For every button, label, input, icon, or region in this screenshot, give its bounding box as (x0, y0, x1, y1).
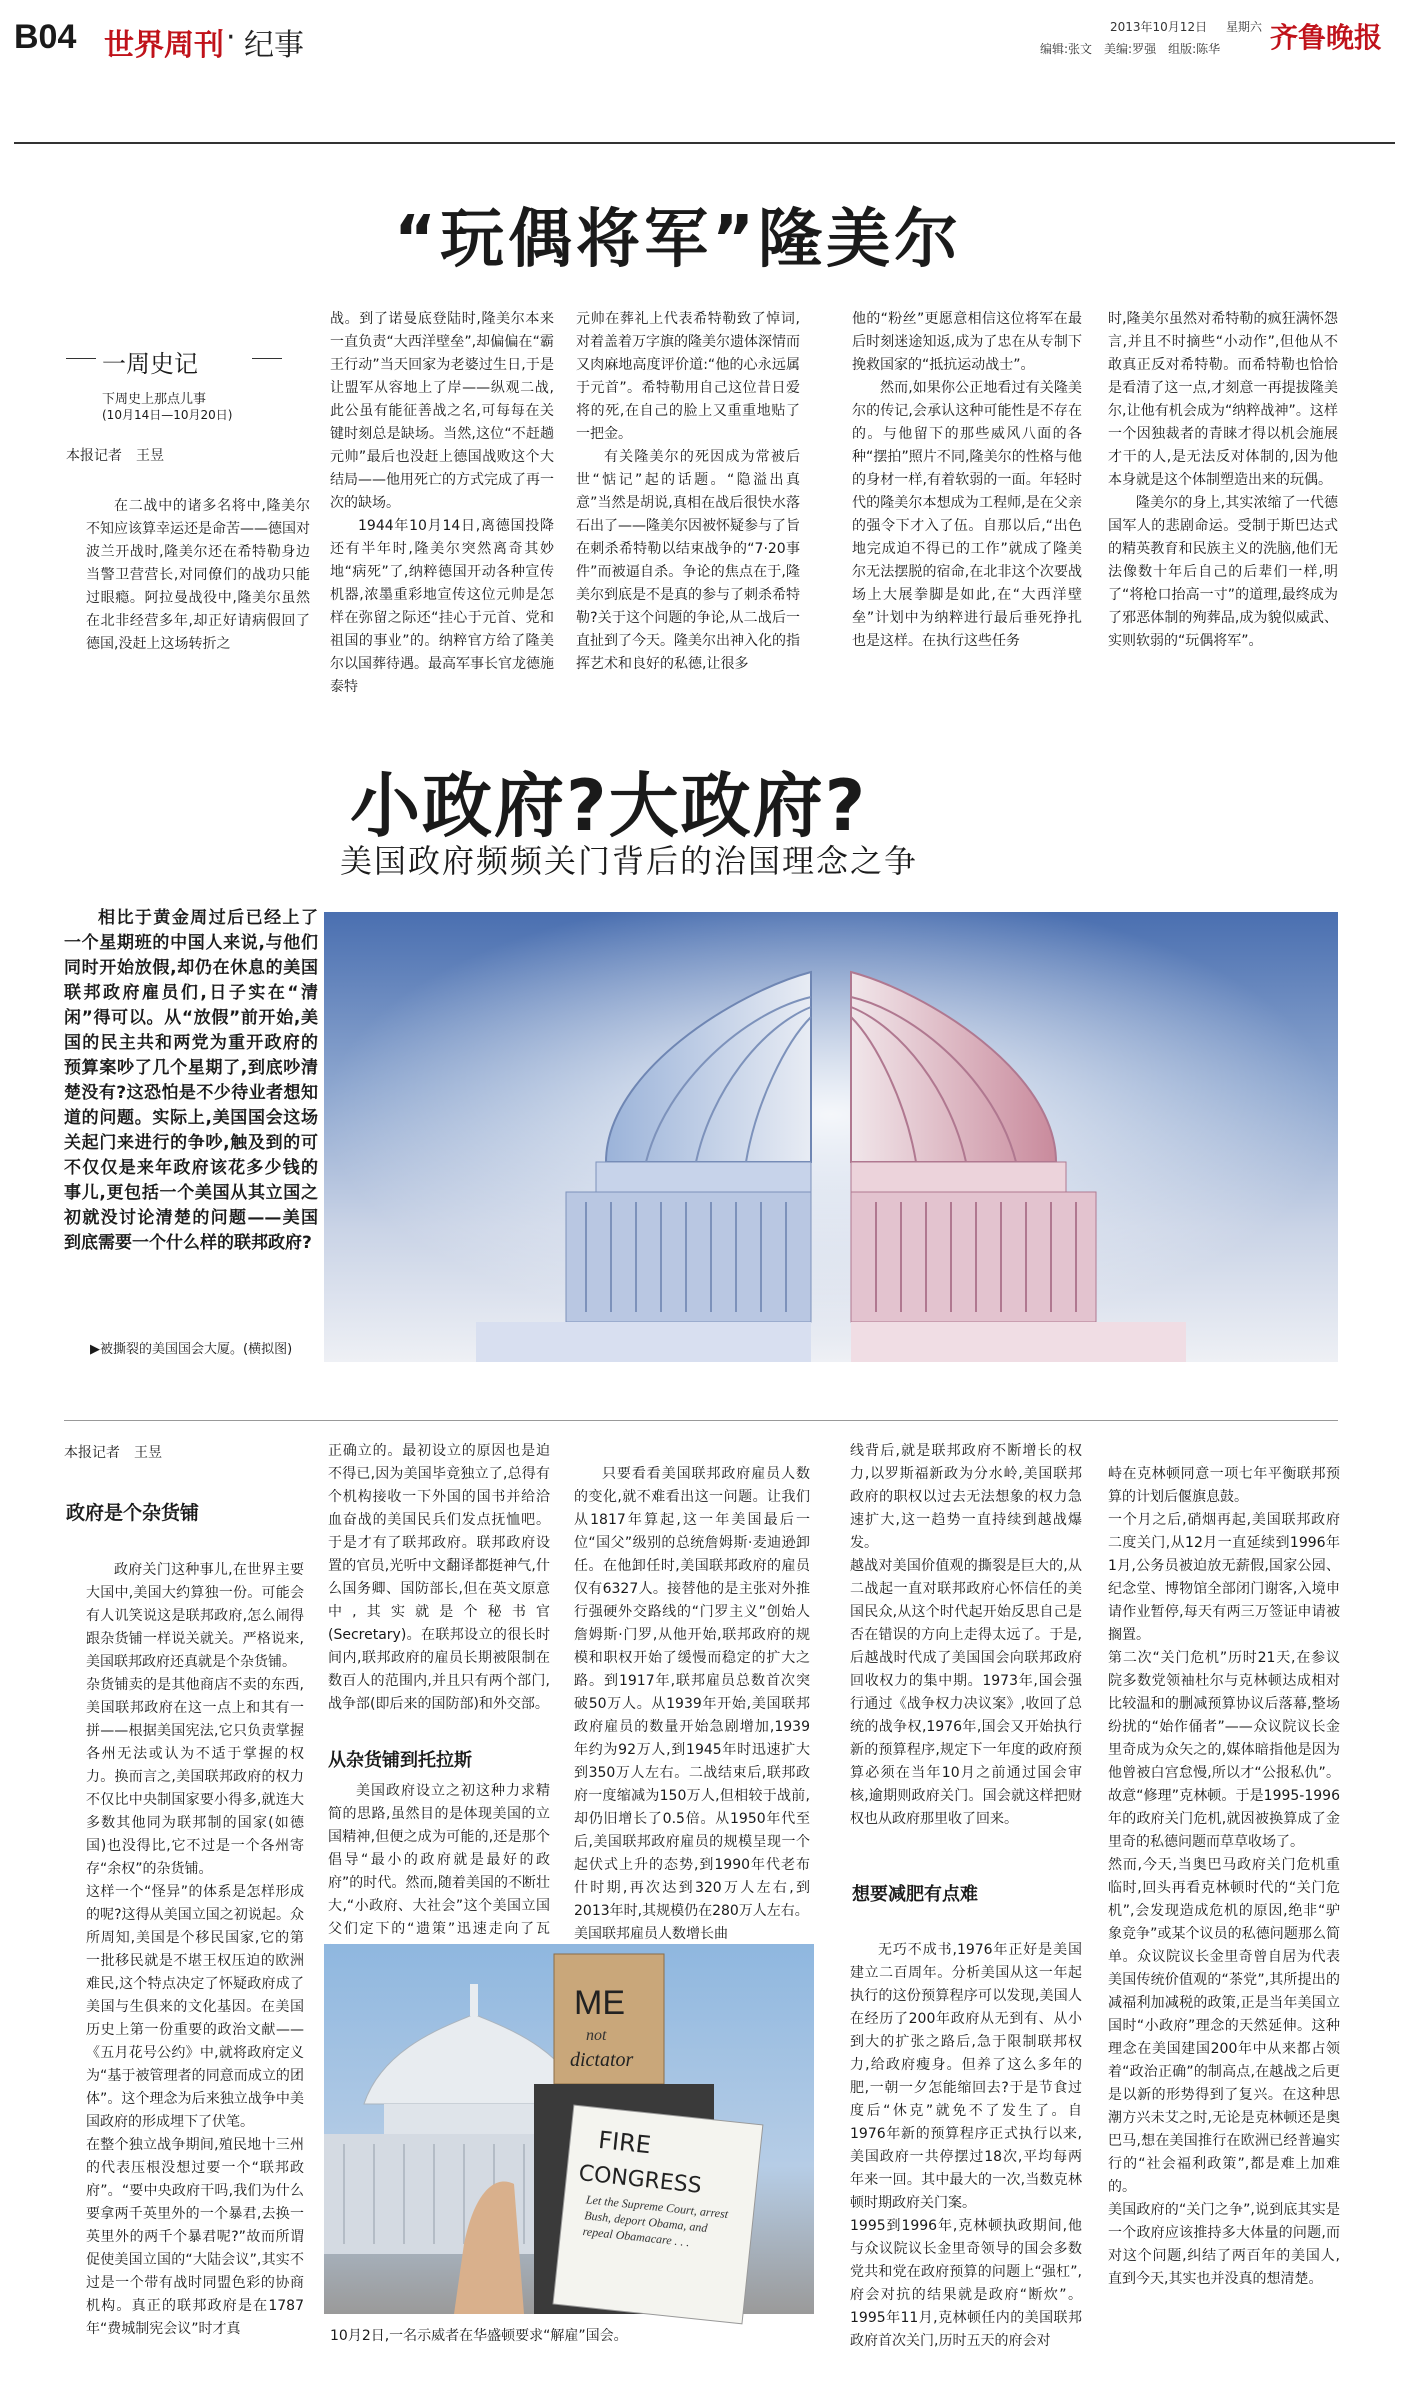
paragraph: 1944年10月14日,离德国投降还有半年时,隆美尔突然离奇其妙地“病死”了,纳粹德国开动各种宣传机器,浓墨重彩地宣传这位元帅是怎样在弥留之际还“挂心于元首、党和祖国的事业”的。纳粹官方给了隆美尔以国葬待遇。最高军事长官龙德施泰特 (330, 518, 554, 695)
paragraph: 战。到了诺曼底登陆时,隆美尔本来一直负责“大西洋壁垒”,却偏偏在“霸王行动”当天回家为老婆过生日,于是让盟军从容地上了岸——纵观二战,此公虽有能征善战之名,可每每在关键时刻总是缺场。当然,这位“不赶趟元帅”最后也没赶上德国战败这个大结局——他用死亡的方式完成了再一次的缺场。 (330, 311, 554, 511)
article1-byline: 本报记者 王昱 (66, 448, 164, 464)
article1-column-5 (1108, 308, 1338, 738)
article2-column-1 (86, 1536, 304, 2366)
poster-small-text: Let the Supreme Court, arrest Bush, deport Obama, and repeal Obamacare . . . (582, 2192, 729, 2250)
article1-column-3 (576, 308, 800, 738)
weekly-history-box (66, 308, 282, 424)
article2-column-4b (850, 1916, 1082, 2366)
paragraph: 政府关门这种事儿,在世界主要大国中,美国大约算独一份。可能会有人讥笑说这是联邦政府,怎么闹得跟杂货铺一样说关就关。严格说来,美国联邦政府还真就是个杂货铺。 杂货铺卖的是其他商店不卖的东西,美国联邦政府在这一点上和其有一拼——根据美国宪法,它只负责掌握各州无法或认为不适于掌握的权力。换而言之,美国联邦政府的权力不仅比中央制国家要小得多,就连大多数其他同为联邦制的国家(如德国)也没得比,它不过是一个各州寄存“余权”的杂货铺。 这样一个“怪异”的体系是怎样形成的呢?这得从美国立国之初说起。众所周知,美国是个移民国家,它的第一批移民就是不堪王权压迫的欧洲难民,这个特点决定了怀疑政府成了美国与生俱来的文化基因。在美国历史上第一份重要的政治文献——《五月花号公约》中,就将政府定义为“基于被管理者的同意而成立的团体”。这个理念为后来独立战争中美国政府的形成埋下了伏笔。 在整个独立战争期间,殖民地十三州的代表压根没想过要一个“联邦政府”。“要中央政府干吗,我们为什么要拿两千英里外的一个暴君,去换一英里外的两千个暴君呢?”故而所谓促使美国立国的“大陆会议”,其实不过是一个带有战时同盟色彩的协商机构。真正的联邦政府是在1787年“费城制宪会议”时才真 (86, 1562, 304, 2337)
article1-column-1 (86, 495, 310, 735)
article2-column-2 (328, 1440, 550, 1740)
box-rule-right (252, 358, 282, 359)
section-weekly: 世界周刊 (104, 28, 224, 63)
page-header (0, 0, 1409, 70)
subhead-diet: 想要减肥有点难 (852, 1884, 978, 1905)
paragraph: 有关隆美尔的死因成为常被后世“惦记”起的话题。“隐溢出真意”当然是胡说,真相在战后很快水落石出了——隆美尔因被怀疑参与了旨在刺杀希特勒以结束战争的“7·20事件”而被逼自杀。争论的焦点在于,隆美尔到底是不是真的参与了刺杀希特勒?关于这个问题的争论,从二战后一直扯到了今天。隆美尔出神入化的指挥艺术和良好的私德,让很多 (576, 449, 800, 672)
protest-illustration (324, 1944, 814, 2314)
paragraph: 只要看看美国联邦政府雇员人数的变化,就不难看出这一问题。让我们从1817年算起,这一年美国最后一位“国父”级别的总统詹姆斯·麦迪逊卸任。在他卸任时,美国联邦政府的雇员仅有6327人。接替他的是主张对外推行强硬外交路线的“门罗主义”创始人詹姆斯·门罗,从他开始,联邦政府的规模和职权开始了缓慢而稳定的扩大之路。到1917年,联邦雇员总数首次突破50万人。从1939年开始,美国联邦政府雇员的数量开始急剧增加,1939年约为92万人,到1945年时迅速扩大到350万人左右。二战结束后,联邦政府一度缩减为150万人,但相较于战前,却仍旧增长了0.5倍。从1950年代至后,美国联邦政府雇员的规模呈现一个起伏式上升的态势,到1990年代老布什时期,再次达到320万人左右,到2013年时,其规模仍在280万人左右。 美国联邦雇员人数增长曲 (574, 1466, 810, 1942)
article2-column-4 (850, 1440, 1082, 1860)
paragraph: 隆美尔的身上,其实浓缩了一代德国军人的悲剧命运。受制于斯巴达式的精英教育和民族主义的洗脑,他们无法像数十年后自己的后辈们一样,明了“将枪口抬高一寸”的道理,最终成为了邪恶体制的殉葬品,成为貌似威武、实则软弱的“玩偶将军”。 (1108, 495, 1338, 649)
image-caption: ▶被撕裂的美国国会大厦。(横拟图) (90, 1342, 293, 1357)
protest-photo (324, 1944, 814, 2314)
article2-title: 小政府?大政府? (350, 765, 868, 847)
paragraph: 峙在克林顿同意一项七年平衡联邦预算的计划后偃旗息鼓。 一个月之后,硝烟再起,美国联邦政府二度关门,从12月一直延续到1996年1月,公务员被迫放无薪假,国家公园、纪念堂、博物馆全部闭门谢客,入境申请作业暂停,每天有两三万签证申请被搁置。 第二次“关门危机”历时21天,在参议院多数党领袖杜尔与克林顿达成相对比较温和的删减预算协议后落幕,整场纷扰的“始作俑者”——众议院议长金里奇成为众矢之的,媒体暗指他是因为他曾被白宫怠慢,所以才“公报私仇”。故意“修理”克林顿。于是1995-1996年的政府关门危机,就因被换算成了金里奇的私德问题而草草收场了。 然而,今天,当奥巴马政府关门危机重临时,回头再看克林顿时代的“关门危机”,会发现造成危机的原因,绝非“驴象竞争”或某个议员的私德问题那么简单。众议院议长金里奇曾自居为代表美国传统价值观的“茶党”,其所提出的减福利加减税的政策,正是当年美国立国时“小政府”理念的天然延伸。这种理念在美国建国200年中从来都占领着“政治正确”的制高点,在越战之后更是以新的形势得到了复兴。在这种思潮方兴未艾之时,无论是克林顿还是奥巴马,想在美国推行在欧洲已经普遍实行的“社会福利政策”,都是难上加难的。 美国政府的“关门之争”,说到底其实是一个政府应该推持多大体量的问题,而对这个问题,纠结了两百年的美国人,直到今天,其实也并没真的想清楚。 (1108, 1466, 1340, 2287)
section-dot: · (226, 20, 236, 55)
paragraph: 正确立的。最初设立的原因也是迫不得已,因为美国毕竟独立了,总得有个机构接收一下外国的国书并给洽血奋战的美国民兵们发点抚恤吧。于是才有了联邦政府。联邦政府设置的官员,光听中文翻译都挺神气,什么国务卿、国防部长,但在英文原意中,其实就是个秘书官(Secretary)。在联邦设立的很长时间内,联邦政府的雇员长期被限制在数百人的范围内,并且只有两个部门,战争部(即后来的国防部)和外交部。 (328, 1443, 550, 1712)
article1-column-2 (330, 308, 554, 738)
article1-title: “玩偶将军”隆美尔 (394, 203, 963, 277)
box-sign-not: not (586, 2027, 607, 2044)
staff-credits: 编辑:张文 美编:罗强 组版:陈华 (1040, 42, 1221, 56)
lead-paragraph: 相比于黄金周过后已经上了一个星期班的中国人来说,与他们同时开始放假,却仍在休息的美国联邦政府雇员们,日子实在“清闲”得可以。从“放假”前开始,美国的民主共和两党为重开政府的预算案吵了几个星期了,到底吵清楚没有?这恐怕是不少待业者想知道的问题。实际上,美国国会这场关起门来进行的争吵,触及到的可不仅仅是来年政府该花多少钱的事儿,更包括一个美国从其立国之初就没讨论清楚的问题——美国到底需要一个什么样的联邦政府? (64, 908, 318, 1253)
newspaper-logo: 齐鲁晚报 (1270, 21, 1383, 54)
box-sign-dictator: dictator (570, 2049, 634, 2071)
header-rule (14, 142, 1395, 144)
paragraph: 元帅在葬礼上代表希特勒致了悼词,对着盖着万字旗的隆美尔遗体深情而又肉麻地高度评价道:“他的心永远属于元首”。希特勒用自己这位昔日爱将的死,在自己的脸上又重重地贴了一把金。 (576, 311, 800, 442)
section-name: 纪事 (244, 28, 304, 63)
paragraph: 在二战中的诸多名将中,隆美尔不知应该算幸运还是命苦——德国对波兰开战时,隆美尔还在希特勒身边当警卫营营长,对同僚们的战功只能过眼瘾。阿拉曼战役中,隆美尔虽然在北非经营多年,却正好请病假回了德国,没赶上这场转折之 (86, 498, 310, 652)
issue-date: 2013年10月12日 (1110, 20, 1208, 34)
poster-fire: FIRE (596, 2125, 653, 2160)
subhead-trust: 从杂货铺到托拉斯 (328, 1750, 472, 1771)
section-rule (64, 1420, 1338, 1421)
page-number: B04 (14, 18, 77, 56)
capitol-image (324, 912, 1338, 1362)
article2-column-3 (574, 1440, 810, 1942)
paragraph: 然而,如果你公正地看过有关隆美尔的传记,会承认这种可能性是不存在的。与他留下的那些威风八面的各种“摆拍”照片不同,隆美尔的性格与他的身材一样,有着软弱的一面。年轻时代的隆美尔本想成为工程师,是在父亲的强令下才入了伍。自那以后,“出色地完成迫不得已的工作”就成了隆美尔无法摆脱的宿命,在北非这个次要战场上大展拳脚是如此,在“大西洋壁垒”计划中为纳粹进行最后垂死挣扎也是这样。在执行这些任务 (852, 380, 1082, 649)
photo-caption: 10月2日,一名示威者在华盛顿要求“解雇”国会。 (330, 2328, 628, 2344)
capitol-illustration (324, 912, 1338, 1362)
paragraph: 无巧不成书,1976年正好是美国建立二百周年。分析美国从这一年起执行的这份预算程序可以发现,美国人在经历了200年政府从无到有、从小到大的扩张之路后,急于限制联邦权力,给政府瘦身。但养了这么多年的肥,一朝一夕怎能缩回去?于是节食过度后“休克”就免不了发生了。自1976年新的预算程序正式执行以来,美国政府一共停摆过18次,平均每两年来一回。其中最大的一次,当数克林顿时期政府关门案。 1995到1996年,克林顿执政期间,他与众议院议长金里奇领导的国会多数党共和党在政府预算的问题上“强杠”,府会对抗的结果就是政府“断炊”。1995年11月,克林顿任内的美国联邦政府首次关门,历时五天的府会对 (850, 1942, 1082, 2349)
column-dates: (10月14日—10月20日) (102, 408, 233, 422)
article2-column-2b (328, 1780, 550, 1937)
column-name: 一周史记 (102, 350, 198, 378)
column-subtitle: 下周史上那点儿事 (102, 392, 207, 407)
paragraph: 线背后,就是联邦政府不断增长的权力,以罗斯福新政为分水岭,美国联邦政府的职权以过去无法想象的权力急速扩大,这一趋势一直持续到越战爆发。 越战对美国价值观的撕裂是巨大的,从二战起一直对联邦政府心怀信任的美国民众,从这个时代起开始反思自己是否在错误的方向上走得太远了。于是,后越战时代成了美国国会向联邦政府回收权力的集中期。1973年,国会强行通过《战争权力决议案》,收回了总统的战争权,1976年,国会又开始执行新的预算程序,规定下一年度的政府预算必须在当年10月之前通过国会审核,逾期则政府关门。国会就这样把财权也从政府那里收了回来。 (850, 1443, 1082, 1827)
paragraph: 时,隆美尔虽然对希特勒的疯狂满怀怨言,并且不时摘些“小动作”,但他从不敢真正反对希特勒。而希特勒也恰恰是看清了这一点,才刻意一再提拔隆美尔,让他有机会成为“纳粹战神”。这样一个因独裁者的青睐才得以机会施展才干的人,是无法反对体制的,因为他本身就是这个体制塑造出来的玩偶。 (1108, 311, 1338, 488)
box-sign-me: ME (574, 1984, 625, 2022)
article1-column-4 (852, 308, 1082, 738)
box-rule-left (66, 358, 96, 359)
issue-weekday: 星期六 (1226, 20, 1263, 34)
paragraph: 美国政府设立之初这种力求精简的思路,虽然目的是体现美国的立国精神,但便之成为可能的,还是那个倡导“最小的政府就是最好的政府”的时代。然而,随着美国的不断壮大,“小政府、大社会”这个美国立国父们定下的“遗策”迅速走向了瓦 (328, 1783, 550, 1937)
article2-lead (64, 906, 318, 1266)
poster-congress: CONGRESS (577, 2161, 703, 2199)
article2-byline: 本报记者 王昱 (64, 1445, 162, 1461)
article2-subtitle: 美国政府频频关门背后的治国理念之争 (340, 842, 919, 880)
article2-column-5 (1108, 1440, 1340, 2370)
subhead-grocery: 政府是个杂货铺 (66, 1502, 200, 1524)
paragraph: 他的“粉丝”更愿意相信这位将军在最后时刻迷途知返,成为了忠在从专制下挽救国家的“抵抗运动战士”。 (852, 311, 1082, 373)
